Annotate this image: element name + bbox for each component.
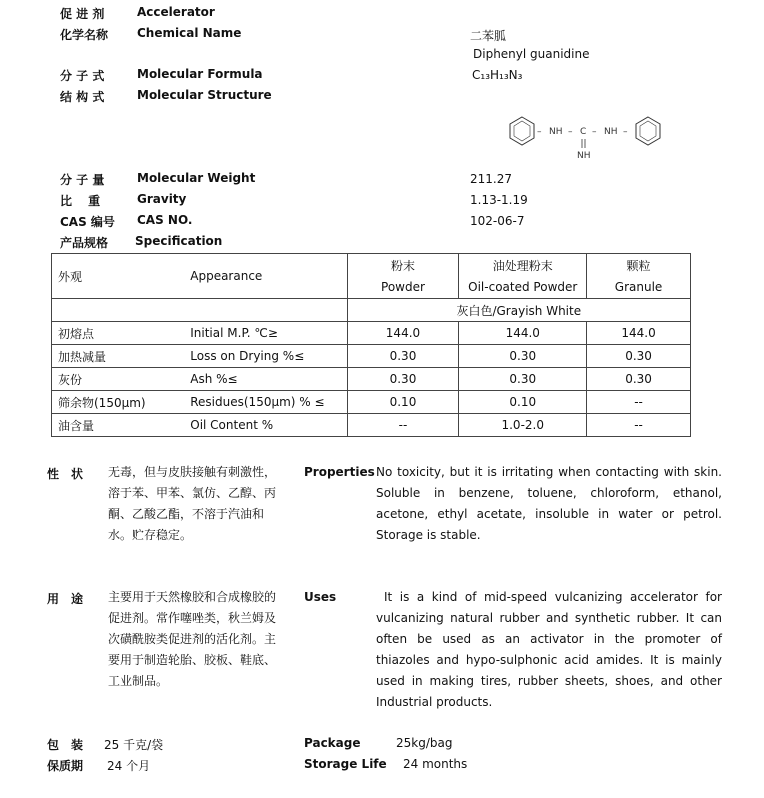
row-residues-oil: 0.10 [459,391,587,414]
label-specification-en: Specification [135,234,223,248]
col-powder-en: Powder [347,276,459,299]
row-residues-en: Residues(150μm) % ≤ [184,391,347,414]
appearance-en: Appearance [184,254,347,299]
bond-dash-3: – [592,127,597,137]
row-loss-granule: 0.30 [587,345,691,368]
row-loss-powder: 0.30 [347,345,459,368]
row-ash-cn: 灰份 [52,368,185,391]
label-molecular-structure-cn: 结 构 式 [60,90,105,104]
gravity-value: 1.13-1.19 [470,193,528,207]
row-mp-en: Initial M.P. ℃≥ [184,322,347,345]
nh-label-bottom: NH [577,151,591,161]
row-residues-powder: 0.10 [347,391,459,414]
table-row [52,391,691,414]
package-label-en: Package [304,736,361,750]
row-oil-oil: 1.0-2.0 [459,414,587,437]
row-ash-granule: 0.30 [587,368,691,391]
properties-label-cn: 性 状 [47,467,84,481]
storage-value-en: 24 months [403,757,468,771]
table-row [52,368,691,391]
row-ash-oil: 0.30 [459,368,587,391]
label-accelerator-cn: 促 进 剂 [60,7,105,21]
specification-table [51,253,691,437]
appearance-value: 灰白色/Grayish White [347,299,690,322]
row-residues-cn: 筛余物(150μm) [52,391,185,414]
appearance-cn: 外观 [52,254,185,299]
storage-label-cn: 保质期 [47,759,84,773]
label-gravity-en: Gravity [137,192,187,206]
bond-dash-2: – [568,127,573,137]
nh-label-left: NH [549,127,563,137]
label-cas-cn: CAS 编号 [60,215,115,229]
molecular-weight-value: 211.27 [470,172,512,186]
chemical-name-en-value: Diphenyl guanidine [473,47,590,61]
properties-text-en: No toxicity, but it is irritating when contacting with skin. Soluble in benzene, toluene, chloroform, ethanol, acetone, ethyl acetate, insoluble in water or petrol. Storage is stable. [376,465,722,542]
row-loss-oil: 0.30 [459,345,587,368]
row-residues-granule: -- [587,391,691,414]
bond-dash-1: – [537,127,542,137]
package-value-en: 25kg/bag [396,736,453,750]
uses-text-en: It is a kind of mid-speed vulcanizing accelerator for vulcanizing natural rubber and synthetic rubber. It can often be used as an activator in the promoter of thiazoles and hypo-sulphonic acid amides. It is mainly used in making tires, rubber sheets, shoes, and other Industrial products. [376,590,722,709]
uses-text-cn: 主要用于天然橡胶和合成橡胶的促进剂。常作噻唑类，秋兰姆及次磺酰胺类促进剂的活化剂。主要用于制造轮胎、胶板、鞋底、工业制品。 [108,590,277,688]
storage-value-cn: 24 个月 [107,759,151,773]
row-mp-granule: 144.0 [587,322,691,345]
row-mp-powder: 144.0 [347,322,459,345]
row-mp-oil: 144.0 [459,322,587,345]
properties-label-en: Properties [304,465,375,479]
table-row [52,345,691,368]
label-gravity-cn: 比 重 [60,194,101,208]
label-cas-en: CAS NO. [137,213,193,227]
row-ash-powder: 0.30 [347,368,459,391]
nh-label-right: NH [604,127,618,137]
col-oil-coated-en: Oil-coated Powder [459,276,587,299]
col-granule-cn: 颗粒 [587,254,691,277]
label-chemical-name-cn: 化学名称 [60,28,109,42]
table-row [52,322,691,345]
properties-text-cn: 无毒，但与皮肤接触有刺激性，溶于苯、甲苯、氯仿、乙醇、丙酮、乙酸乙酯，不溶于汽油和水。贮存稳定。 [108,465,277,542]
label-specification-cn: 产品规格 [60,236,109,250]
package-label-cn: 包 装 [47,738,84,752]
table-row [52,414,691,437]
molecular-formula-value: C₁₃H₁₃N₃ [472,68,523,82]
package-value-cn: 25 千克/袋 [104,738,164,752]
label-molecular-formula-cn: 分 子 式 [60,69,105,83]
storage-label-en: Storage Life [304,757,387,771]
row-oil-granule: -- [587,414,691,437]
cas-value: 102-06-7 [470,214,525,228]
label-molecular-formula-en: Molecular Formula [137,67,263,81]
chemical-name-cn-value: 二苯胍 [470,29,507,43]
row-loss-cn: 加热减量 [52,345,185,368]
label-molecular-weight-en: Molecular Weight [137,171,256,185]
row-mp-cn: 初熔点 [52,322,185,345]
uses-label-en: Uses [304,590,337,604]
uses-label-cn: 用 途 [47,592,84,606]
row-oil-powder: -- [347,414,459,437]
c-label: C [580,127,587,137]
row-oil-en: Oil Content % [184,414,347,437]
col-powder-cn: 粉末 [347,254,459,277]
label-chemical-name-en: Chemical Name [137,26,242,40]
label-molecular-weight-cn: 分 子 量 [60,173,105,187]
row-ash-en: Ash %≤ [184,368,347,391]
appearance-spacer [52,299,348,322]
col-oil-coated-cn: 油处理粉末 [459,254,587,277]
label-molecular-structure-en: Molecular Structure [137,88,272,102]
molecular-structure-diagram [500,112,672,162]
label-accelerator-en: Accelerator [137,5,215,19]
bond-dash-4: – [623,127,628,137]
col-granule-en: Granule [587,276,691,299]
row-loss-en: Loss on Drying %≤ [184,345,347,368]
row-oil-cn: 油含量 [52,414,185,437]
